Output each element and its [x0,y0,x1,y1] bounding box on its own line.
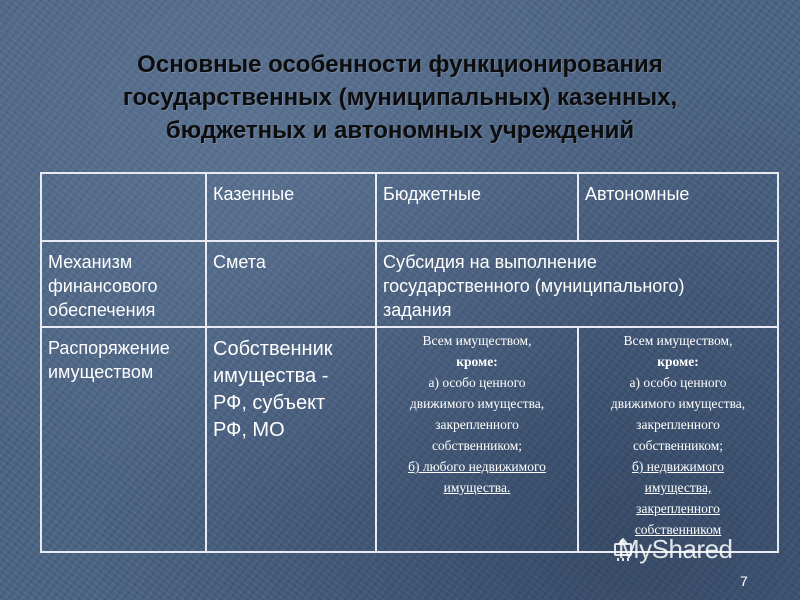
title-line-3: бюджетных и автономных учреждений [165,117,635,144]
cell-line: движимого имущества, [610,396,746,411]
row-label-line: финансового [48,276,158,296]
table-row-financing [41,241,778,327]
page-number: 7 [740,573,748,589]
row-label-line: имуществом [48,362,154,382]
cell-line-bold: кроме: [657,354,699,369]
watermark-text: MyShared [618,534,733,564]
cell-line: имущества - [213,365,329,387]
title-line-1: Основные особенности функционирования [137,51,663,78]
header-cell-empty [41,173,206,241]
cell-line: РФ, субъект [213,392,326,414]
cell-line-underlined: б) недвижимого [631,459,725,474]
cell-line-underlined: имущества. [443,480,511,495]
table-row-property [41,327,778,552]
header-cell-budgetnye: Бюджетные [376,173,578,241]
cell-kazennye-property [206,327,376,552]
cell-line: Всем имуществом, [422,333,532,348]
cell-line: закрепленного [636,417,720,432]
cell-line: собственником; [632,438,724,453]
cell-line-underlined: имущества, [644,480,712,495]
slide-title [40,48,760,147]
cell-line: Всем имуществом, [623,333,733,348]
cell-line: а) особо ценного [629,375,727,390]
row-label-line: Распоряжение [48,338,170,358]
title-line-2: государственных (муниципальных) казенных, [122,84,678,111]
cell-line: закрепленного [435,417,519,432]
cell-kazennye-financing: Смета [206,241,376,327]
cell-line: государственного (муниципального) [383,276,685,296]
cell-line-bold: кроме: [456,354,498,369]
cell-budgetnye-property [376,327,578,552]
header-cell-kazennye: Казенные [206,173,376,241]
cell-line-underlined: собственником [634,522,722,537]
row-label-line: обеспечения [48,300,156,320]
cell-line: а) особо ценного [428,375,526,390]
row-label-line: Механизм [48,252,133,272]
cell-line-underlined: б) любого недвижимого [408,459,546,474]
cell-line: собственником; [431,438,523,453]
cell-line: Собственник [213,338,333,360]
cell-line: задания [383,300,452,320]
comparison-table [40,172,779,553]
cell-line: Субсидия на выполнение [383,252,597,272]
table-header-row [41,173,778,241]
cell-line: РФ, МО [213,419,285,441]
cell-line: движимого имущества, [409,396,545,411]
cell-subsidy-financing [376,241,778,327]
cell-line-underlined: закрепленного [636,501,720,516]
row-label-financing [41,241,206,327]
cell-avtonomnye-property [578,327,778,552]
row-label-property [41,327,206,552]
header-cell-avtonomnye: Автономные [578,173,778,241]
